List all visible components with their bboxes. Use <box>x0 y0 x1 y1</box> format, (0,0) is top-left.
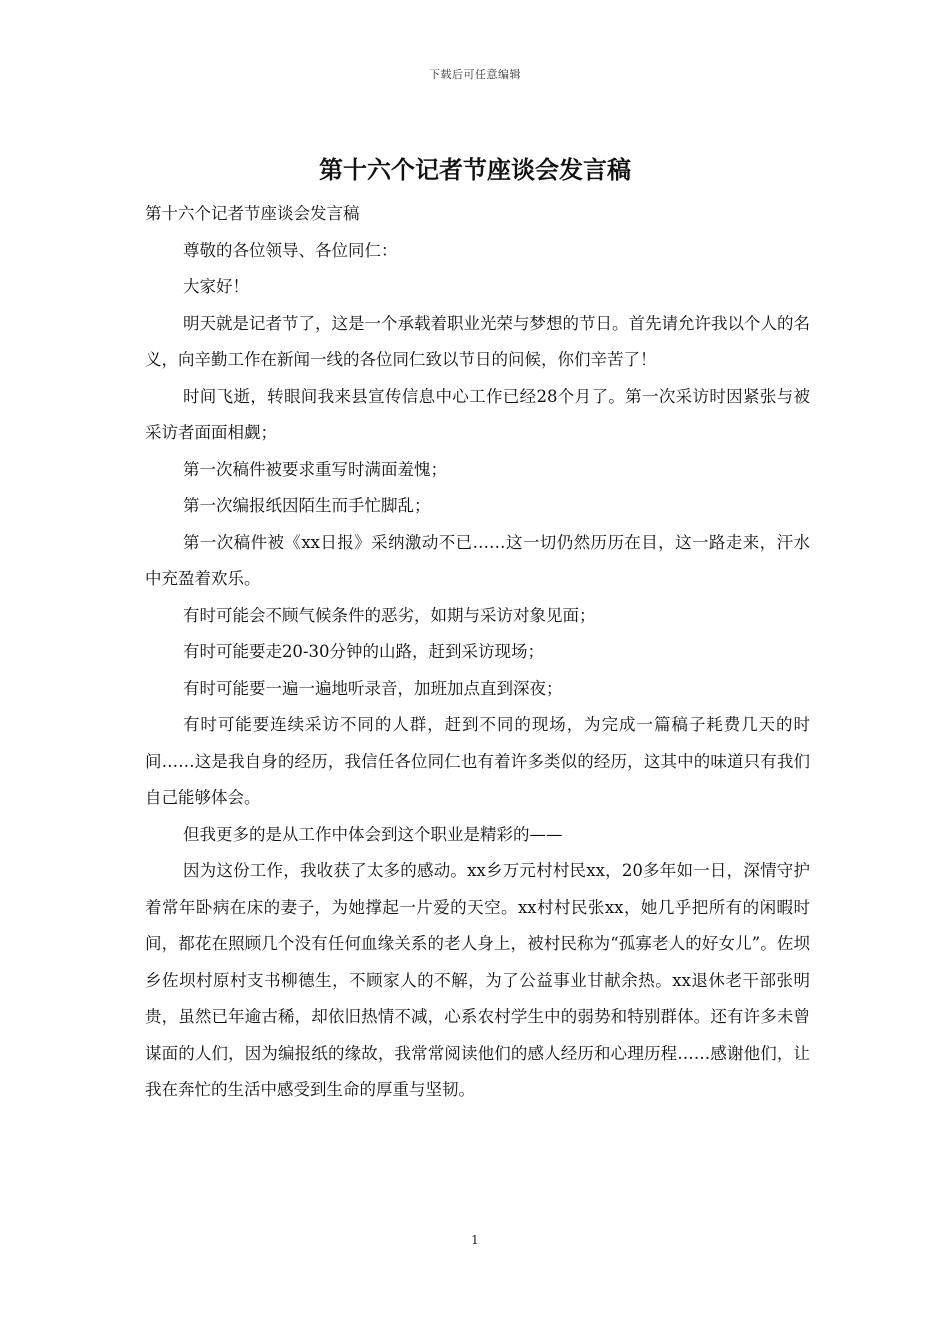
body-paragraph: 有时可能会不顾气候条件的恶劣，如期与采访对象见面； <box>182 605 596 625</box>
body-paragraph: 第一次稿件被《xx日报》采纳激动不已……这一切仍然历历在目，这一路走来，汗水中充盈着欢乐。 <box>145 532 810 588</box>
body-paragraph: 时间飞逝，转眼间我来县宣传信息中心工作已经28个月了。第一次采访时因紧张与被采访者面面相觑； <box>145 386 810 442</box>
document-title: 第十六个记者节座谈会发言稿 <box>319 155 631 184</box>
body-paragraph: 大家好！ <box>182 277 249 296</box>
body-paragraph: 有时可能要走20-30分钟的山路，赶到采访现场； <box>182 642 545 661</box>
body-paragraph: 因为这份工作，我收获了太多的感动。xx乡万元村村民xx，20多年如一日，深情守护着常年卧病在床的妻子，为她撑起一片爱的天空。xx村村民张xx，她几乎把所有的闲暇时间，都花在照顾几个没有任何血缘关系的老人身上，被村民称为“孤寡老人的好女儿”。佐坝乡佐坝村原村支书柳德生，不顾家人的不解，为了公益事业甘献余热。xx退休老干部张明贵，虽然已年逾古稀，却依旧热情不减，心系农村学生中的弱势和特别群体。还有许多未曾谋面的人们，因为编报纸的缘故，我常常阅读他们的感人经历和心理历程……感谢他们，让我在奔忙的生活中感受到生命的厚重与坚韧。 <box>145 861 810 1099</box>
body-paragraph: 有时可能要连续采访不同的人群，赶到不同的现场，为完成一篇稿子耗费几天的时间……这是我自身的经历，我信任各位同仁也有着许多类似的经历，这其中的味道只有我们自己能够体会。 <box>145 715 810 807</box>
body-paragraph: 尊敬的各位领导、各位同仁： <box>182 240 398 260</box>
body-paragraph: 第十六个记者节座谈会发言稿 <box>145 204 360 223</box>
document-body <box>145 196 810 1109</box>
page-number: 1 <box>471 1233 479 1247</box>
body-paragraph: 有时可能要一遍一遍地听录音，加班加点直到深夜； <box>182 678 563 698</box>
body-paragraph: 第一次稿件被要求重写时满面羞愧； <box>182 459 447 479</box>
header-note: 下载后可任意编辑 <box>429 68 521 81</box>
body-paragraph: 第一次编报纸因陌生而手忙脚乱； <box>182 496 431 515</box>
body-paragraph: 但我更多的是从工作中体会到这个职业是精彩的—— <box>182 824 563 844</box>
body-paragraph: 明天就是记者节了，这是一个承载着职业光荣与梦想的节日。首先请允许我以个人的名义，向辛勤工作在新闻一线的各位同仁致以节日的问候，你们辛苦了！ <box>145 313 810 369</box>
